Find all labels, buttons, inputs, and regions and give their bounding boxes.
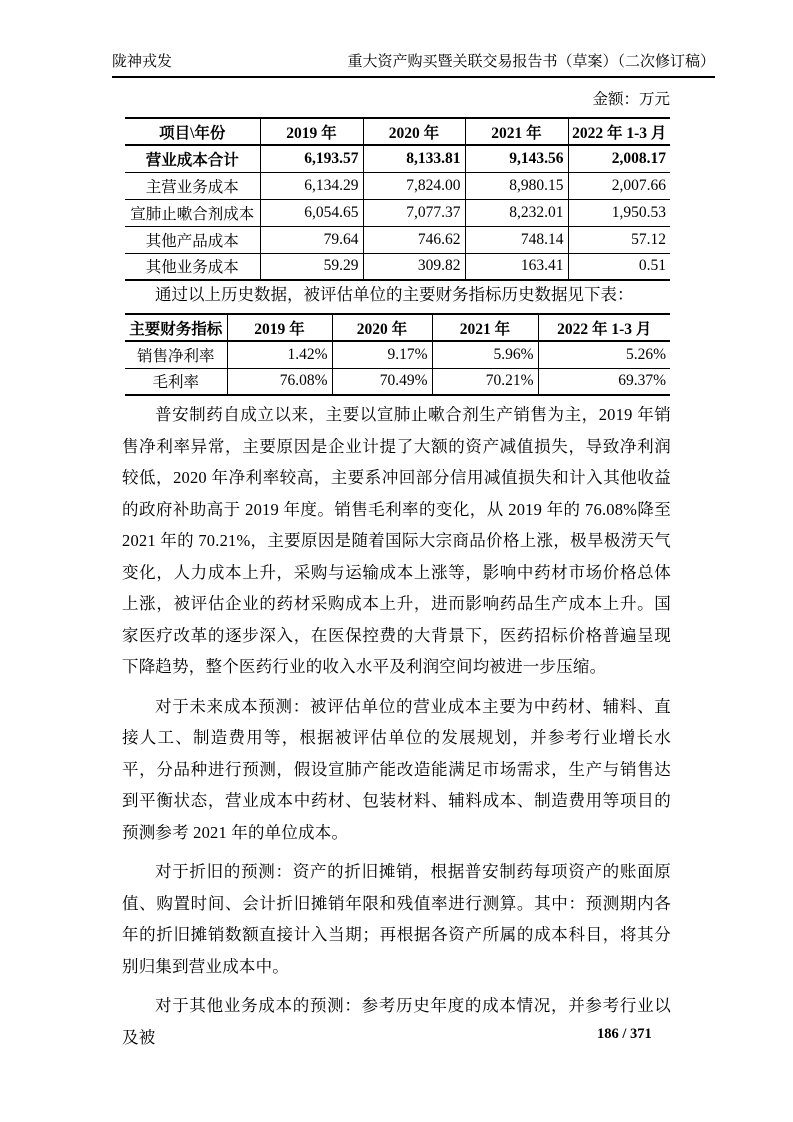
value-cell: 8,133.81 [363, 145, 465, 172]
value-cell: 9.17% [332, 341, 432, 368]
value-cell: 6,193.57 [260, 145, 363, 172]
header-cell: 2022 年 1-3 月 [568, 118, 670, 145]
value-cell: 2,008.17 [568, 145, 670, 172]
value-cell: 746.62 [363, 226, 465, 253]
value-cell: 163.41 [465, 253, 568, 280]
header-cell: 2019 年 [227, 314, 332, 341]
page-header [112, 50, 715, 78]
value-cell: 59.29 [260, 253, 363, 280]
table-row [125, 253, 670, 280]
value-cell: 69.37% [538, 368, 670, 395]
header-left-title: 陇神戎发 [112, 54, 173, 70]
header-cell: 2020 年 [332, 314, 432, 341]
value-cell: 76.08% [227, 368, 332, 395]
value-cell: 2,007.66 [568, 172, 670, 199]
header-cell: 2021 年 [465, 118, 568, 145]
value-cell: 0.51 [568, 253, 670, 280]
row-label: 毛利率 [152, 374, 199, 392]
paragraph: 普安制药自成立以来，主要以宣肺止嗽合剂生产销售为主，2019 年销售净利率异常，主要原因是企业计提了大额的资产减值损失，导致净利润较低，2020 年净利率较高，主要系冲回部分信用减值损失和计入其他收益的政府补助高于 2019 年度。销售毛利率的变化，从 2019 年的 76.08%降至 2021 年的 70.21%，主要原因是随着国际大宗商品价格上涨，极旱极涝天气变化，人力成本上升，采购与运输成本上涨等，影响中药材市场价格总体上涨，被评估企业的药材采购成本上升，进而影响药品生产成本上升。国家医疗改革的逐步深入，在医保控费的大背景下，医药招标价格普遍呈现下降趋势，整个医药行业的收入水平及利润空间均被进一步压缩。 [122, 405, 671, 676]
value-cell: 5.26% [538, 341, 670, 368]
value-cell: 79.64 [260, 226, 363, 253]
value-cell: 1,950.53 [568, 199, 670, 226]
row-label: 其他产品成本 [125, 226, 260, 253]
paragraph: 对于其他业务成本的预测：参考历史年度的成本情况，并参考行业以及被 [122, 996, 671, 1047]
value-cell: 57.12 [568, 226, 670, 253]
table-row [125, 172, 670, 199]
paragraph: 对于折旧的预测：资产的折旧摊销，根据普安制药每项资产的账面原值、购置时间、会计折旧摊销年限和残值率进行测算。其中：预测期内各年的折旧摊销数额直接计入当期；再根据各资产所属的成本科目，将其分别归集到营业成本中。 [122, 862, 671, 976]
value-cell: 8,232.01 [465, 199, 568, 226]
table-row [125, 145, 670, 172]
table-row [125, 368, 670, 395]
value-cell: 6,054.65 [260, 199, 363, 226]
value-cell: 748.14 [465, 226, 568, 253]
value-cell: 1.42% [227, 341, 332, 368]
page-number: 186 / 371 [597, 1026, 652, 1042]
value-cell: 9,143.56 [465, 145, 568, 172]
row-label: 其他业务成本 [145, 259, 239, 277]
value-cell: 8,980.15 [465, 172, 568, 199]
table-row [125, 341, 670, 368]
body-text-block [122, 399, 671, 1061]
row-label: 销售净利率 [125, 341, 227, 368]
header-cell: 2020 年 [363, 118, 465, 145]
header-cell: 2021 年 [432, 314, 538, 341]
table-header-row [125, 314, 670, 341]
value-cell: 6,134.29 [260, 172, 363, 199]
row-label: 宣肺止嗽合剂成本 [125, 199, 260, 226]
value-cell: 7,077.37 [363, 199, 465, 226]
header-right-title: 重大资产购买暨关联交易报告书（草案）（二次修订稿） [347, 54, 715, 70]
value-cell: 70.49% [332, 368, 432, 395]
row-label: 营业成本合计 [125, 145, 260, 172]
value-cell: 309.82 [363, 253, 465, 280]
header-cell: 主要财务指标 [125, 314, 227, 341]
financial-indicator-table [125, 313, 670, 396]
header-cell: 2019 年 [260, 118, 363, 145]
table-row [125, 226, 670, 253]
intro-paragraph: 通过以上历史数据，被评估单位的主要财务指标历史数据见下表： [155, 285, 634, 304]
amount-unit-note: 金额：万元 [592, 91, 670, 108]
header-cell: 2022 年 1-3 月 [538, 314, 670, 341]
row-label: 主营业务成本 [125, 172, 260, 199]
paragraph: 对于未来成本预测：被评估单位的营业成本主要为中药材、辅料、直接人工、制造费用等，根据被评估单位的发展规划，并参考行业增长水平，分品种进行预测，假设宣肺产能改造能满足市场需求，生产与销售达到平衡状态，营业成本中药材、包装材料、辅料成本、制造费用等项目的预测参考 2021 年的单位成本。 [122, 696, 671, 842]
header-cell: 项目\年份 [125, 118, 260, 145]
value-cell: 70.21% [432, 368, 538, 395]
table-row [125, 199, 670, 226]
value-cell: 5.96% [432, 341, 538, 368]
value-cell: 7,824.00 [363, 172, 465, 199]
operating-cost-table [125, 117, 670, 281]
table-header-row [125, 118, 670, 145]
